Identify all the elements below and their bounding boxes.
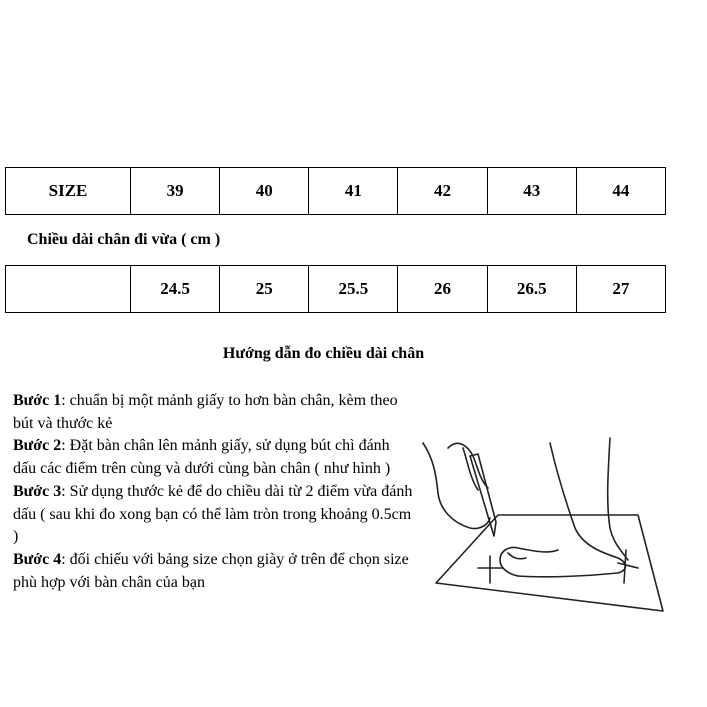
length-cell: 26.5 [487, 266, 576, 313]
size-cell: 44 [576, 168, 665, 215]
size-cell: 42 [398, 168, 487, 215]
size-row [6, 168, 666, 215]
step-2 [13, 435, 413, 480]
size-cell: 43 [487, 168, 576, 215]
length-cell: 24.5 [131, 266, 220, 313]
leg-front [608, 438, 628, 560]
guide-title: Hướng dẫn đo chiều dài chân [222, 345, 425, 362]
step-text: : Đặt bàn chân lên mảnh giấy, sử dụng bút chì đánh dấu các điểm trên cùng và dưới cùng bàn chân ( như hình ) [13, 437, 391, 478]
step-label: Bước 3 [13, 482, 62, 500]
step-text: : đối chiếu với bảng size chọn giày ở trên để chọn size phù hợp với bàn chân của bạn [13, 550, 409, 591]
size-cell: 41 [309, 168, 398, 215]
step-text: : Sử dụng thước kẻ để do chiều dài từ 2 điểm vừa đánh dấu ( sau khi đo xong bạn có thể làm tròn trong khoảng 0.5cm ) [13, 482, 413, 546]
foot-sole [500, 548, 558, 577]
step-label: Bước 1 [13, 392, 62, 409]
step-label: Bước 2 [13, 437, 62, 455]
size-header-cell: SIZE [6, 168, 131, 215]
step-4 [13, 549, 413, 594]
measurement-steps [13, 390, 413, 594]
length-table [5, 265, 666, 313]
size-cell: 40 [220, 168, 309, 215]
step-3 [13, 481, 413, 549]
step-1 [13, 390, 413, 435]
foot-measuring-illustration [418, 418, 668, 618]
step-label: Bước 4 [13, 550, 62, 568]
pencil [470, 454, 496, 536]
hand-outline [423, 443, 490, 529]
length-cell: 25.5 [309, 266, 398, 313]
step-text: : chuẩn bị một mảnh giấy to hơn bàn chân, kèm theo bút và thước kẻ [13, 392, 398, 432]
size-cell: 39 [131, 168, 220, 215]
length-cell: 26 [398, 266, 487, 313]
length-empty-cell [6, 266, 131, 313]
length-caption: Chiều dài chân đi vừa ( cm ) [27, 231, 221, 248]
length-cell: 27 [576, 266, 665, 313]
length-cell: 25 [220, 266, 309, 313]
size-table [5, 167, 666, 215]
paper-sheet [436, 515, 663, 611]
length-row [6, 266, 666, 313]
heel-mark [618, 550, 638, 583]
